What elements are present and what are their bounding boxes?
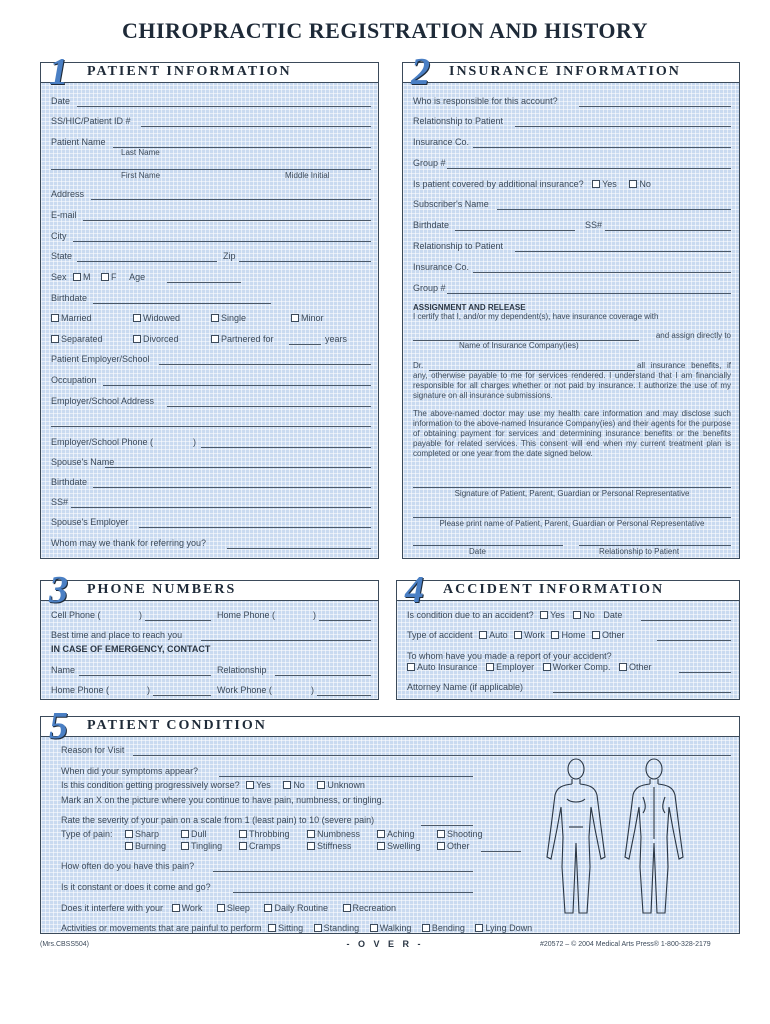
pain-other-label: Other — [447, 841, 470, 851]
activity-sitting-checkbox[interactable] — [268, 924, 276, 932]
group-field[interactable] — [447, 168, 731, 169]
type-pain-label: Type of pain: — [61, 829, 113, 839]
section-number: 4 — [405, 569, 424, 611]
reason-field[interactable] — [133, 755, 731, 756]
worse-row — [61, 780, 365, 791]
interfere-sleep-label: Sleep — [226, 903, 250, 913]
emergency-relationship-label: Relationship — [217, 665, 267, 675]
insurance-co-field[interactable] — [473, 147, 731, 148]
section-heading: ACCIDENT INFORMATION — [443, 582, 665, 597]
attorney-label: Attorney Name (if applicable) — [407, 682, 524, 692]
signature-caption: Signature of Patient, Parent, Guardian or Personal Representative — [454, 489, 690, 498]
city-label: City — [51, 231, 67, 241]
emergency-name-field[interactable] — [79, 675, 211, 676]
email-field[interactable] — [83, 220, 371, 221]
activity-lying-label: Lying Down — [485, 923, 533, 933]
minor-label: Minor — [301, 313, 324, 323]
sex-f-checkbox[interactable] — [101, 273, 109, 281]
accident-other-checkbox[interactable] — [592, 631, 600, 639]
how-often-field[interactable] — [213, 871, 473, 872]
copyright-text: #20572 – © 2004 Medical Arts Press® 1-800-328-2179 — [540, 941, 711, 948]
report-other-checkbox[interactable] — [619, 663, 627, 671]
insurance-co-label: Insurance Co. — [413, 137, 470, 147]
years-label: years — [325, 334, 348, 344]
emergency-heading: IN CASE OF EMERGENCY, CONTACT — [51, 644, 211, 654]
pain-aching-option — [377, 829, 415, 840]
report-other-label: Other — [628, 662, 652, 672]
group-label: Group # — [413, 158, 446, 168]
separated-label: Separated — [61, 334, 103, 344]
accident-date-field[interactable] — [641, 620, 731, 621]
occupation-label: Occupation — [51, 375, 97, 385]
constant-field[interactable] — [233, 892, 473, 893]
section-number: 1 — [49, 51, 68, 93]
pain-cramps-option — [239, 841, 281, 852]
worse-no-label: No — [293, 780, 305, 790]
pain-swelling-option — [377, 841, 421, 852]
pain-shooting-option — [437, 829, 483, 840]
home-phone-paren: ) — [313, 610, 316, 620]
assignment-paragraph-3: The above-named doctor may use my health care information and may disclose such information to the above-named Insurance Company(ies) and their agents for the purpose of obtaining payment for services and determining insurance benefits or the benefits payable for related services. This consent will end when my current treatment plan is completed or one year from the date signed below. — [413, 409, 731, 458]
report-employer-label: Employer — [496, 662, 535, 672]
reported-label: To whom have you made a report of your accident? — [407, 651, 612, 661]
zip-label: Zip — [223, 251, 236, 261]
accident-auto-checkbox[interactable] — [479, 631, 487, 639]
pain-dull-label: Dull — [191, 829, 207, 839]
age-field[interactable] — [167, 282, 241, 283]
insurance-information-panel — [402, 51, 740, 559]
employer-school-label: Patient Employer/School — [51, 354, 150, 364]
worse-label: Is this condition getting progressively worse? — [61, 780, 240, 790]
additional-no-label: No — [639, 179, 651, 189]
patient-condition-panel — [40, 705, 740, 934]
assignment-heading: ASSIGNMENT AND RELEASE — [413, 303, 526, 312]
widowed-label: Widowed — [143, 313, 181, 323]
accident-home-checkbox[interactable] — [551, 631, 559, 639]
sex-row — [51, 272, 145, 283]
accident-type-label: Type of accident — [407, 630, 473, 640]
accident-work-checkbox[interactable] — [514, 631, 522, 639]
employer-address-field-2[interactable] — [51, 426, 371, 427]
spouse-employer-label: Spouse's Employer — [51, 517, 129, 527]
worse-yes-label: Yes — [256, 780, 271, 790]
ins-birthdate-field[interactable] — [455, 230, 575, 231]
responsible-label: Who is responsible for this account? — [413, 96, 558, 106]
married-option — [51, 313, 92, 324]
emergency-home-label: Home Phone ( — [51, 685, 110, 695]
pain-burning-checkbox[interactable] — [125, 842, 133, 850]
additional-yes-checkbox[interactable] — [592, 180, 600, 188]
spouse-name-field[interactable] — [105, 467, 371, 468]
worse-unknown-checkbox[interactable] — [317, 781, 325, 789]
divorced-label: Divorced — [143, 334, 179, 344]
pain-dull-option — [181, 829, 207, 840]
report-other-field[interactable] — [679, 672, 731, 673]
activity-lying-checkbox[interactable] — [475, 924, 483, 932]
pain-stiffness-label: Stiffness — [317, 841, 352, 851]
pain-tingling-checkbox[interactable] — [181, 842, 189, 850]
accident-auto-label: Auto — [489, 630, 508, 640]
spouse-name-label: Spouse's Name — [51, 457, 115, 467]
interfere-row — [61, 903, 396, 914]
interfere-sleep-checkbox[interactable] — [217, 904, 225, 912]
ins-ss-field[interactable] — [605, 230, 731, 231]
pain-swelling-label: Swelling — [387, 841, 421, 851]
worse-no-checkbox[interactable] — [283, 781, 291, 789]
section-heading: PATIENT CONDITION — [87, 718, 267, 733]
form-code: (Mrs.CBSS504) — [40, 941, 90, 948]
pain-other-option — [437, 841, 470, 852]
insurance-co2-label: Insurance Co. — [413, 262, 470, 272]
pain-other-field[interactable] — [481, 851, 521, 852]
pain-burning-option — [125, 841, 166, 852]
ssid-field[interactable] — [141, 126, 371, 127]
constant-label: Is it constant or does it come and go? — [61, 882, 211, 892]
group2-field[interactable] — [447, 293, 731, 294]
first-name-caption: First Name — [121, 171, 161, 180]
spouse-birthdate-label: Birthdate — [51, 477, 88, 487]
partnered-checkbox[interactable] — [211, 335, 219, 343]
pain-numbness-option — [307, 829, 360, 840]
email-label: E-mail — [51, 210, 77, 220]
partnered-option — [211, 334, 274, 345]
rate-field[interactable] — [421, 825, 473, 826]
assignment-paragraph-2: all insurance benefits, if any, otherwise payable to me for services rendered. I understand that I am financially responsible for all charges whether or not paid by insurance. I authorize the use of my signature on all insurance submissions. — [413, 361, 731, 400]
emergency-work-paren: ) — [311, 685, 314, 695]
assign-directly-text: and assign directly to — [655, 331, 731, 340]
pain-numbness-label: Numbness — [317, 829, 361, 839]
activities-row — [61, 923, 532, 934]
sex-m-checkbox[interactable] — [73, 273, 81, 281]
activity-walking-checkbox[interactable] — [370, 924, 378, 932]
spouse-birthdate-field[interactable] — [93, 487, 371, 488]
activities-label: Activities or movements that are painful to perform — [61, 923, 262, 933]
appear-field[interactable] — [219, 776, 473, 777]
best-time-field[interactable] — [201, 640, 371, 641]
interfere-label: Does it interfere with your — [61, 903, 164, 913]
emergency-home-field[interactable] — [153, 695, 211, 696]
pain-cramps-label: Cramps — [249, 841, 281, 851]
widowed-checkbox[interactable] — [133, 314, 141, 322]
accident-work-label: Work — [524, 630, 545, 640]
sex-m-label: M — [83, 272, 91, 282]
report-worker-comp-label: Worker Comp. — [552, 662, 611, 672]
phone-numbers-panel — [40, 569, 379, 700]
date-label: Date — [51, 96, 71, 106]
divorced-checkbox[interactable] — [133, 335, 141, 343]
employer-address-field[interactable] — [167, 406, 371, 407]
section-heading: PHONE NUMBERS — [87, 582, 237, 597]
relationship-caption: Relationship to Patient — [599, 547, 680, 556]
pain-burning-label: Burning — [135, 841, 167, 851]
sign-relationship-field[interactable] — [579, 545, 731, 546]
spouse-ss-field[interactable] — [71, 507, 371, 508]
separated-checkbox[interactable] — [51, 335, 59, 343]
last-name-caption: Last Name — [121, 148, 160, 157]
employer-phone-field[interactable] — [201, 447, 371, 448]
relationship2-field[interactable] — [515, 251, 731, 252]
spouse-employer-field[interactable] — [139, 527, 371, 528]
section-heading: PATIENT INFORMATION — [87, 64, 292, 79]
activity-standing-checkbox[interactable] — [314, 924, 322, 932]
accident-no-label: No — [583, 610, 595, 620]
employer-phone-paren: ) — [193, 437, 196, 447]
pain-throbbing-option — [239, 829, 290, 840]
referral-label: Whom may we thank for referring you? — [51, 538, 207, 548]
mark-instructions: Mark an X on the picture where you continue to have pain, numbness, or tingling. — [61, 795, 385, 805]
pain-cramps-checkbox[interactable] — [239, 842, 247, 850]
single-label: Single — [221, 313, 247, 323]
city-field[interactable] — [73, 241, 371, 242]
dr-label: Dr. — [413, 361, 424, 370]
print-name-field[interactable] — [413, 517, 731, 518]
accident-due-label: Is condition due to an accident? — [407, 610, 534, 620]
how-often-label: How often do you have this pain? — [61, 861, 195, 871]
minor-option — [291, 313, 324, 324]
pain-shooting-label: Shooting — [447, 829, 483, 839]
married-label: Married — [61, 313, 92, 323]
report-worker-comp-checkbox[interactable] — [543, 663, 551, 671]
cell-phone-label: Cell Phone ( — [51, 610, 101, 620]
section-heading: INSURANCE INFORMATION — [449, 64, 681, 79]
subscriber-field[interactable] — [497, 209, 731, 210]
reason-label: Reason for Visit — [61, 745, 125, 755]
pain-sharp-checkbox[interactable] — [125, 830, 133, 838]
age-label: Age — [129, 272, 146, 282]
date-caption: Date — [469, 547, 486, 556]
additional-insurance-label: Is patient covered by additional insurance? — [413, 179, 584, 189]
state-field[interactable] — [77, 261, 217, 262]
best-time-label: Best time and place to reach you — [51, 630, 183, 640]
birthdate-label: Birthdate — [51, 293, 88, 303]
activity-bending-label: Bending — [431, 923, 465, 933]
over-indicator: - O V E R - — [346, 939, 424, 949]
section-number: 2 — [411, 51, 430, 93]
report-auto-ins-checkbox[interactable] — [407, 663, 415, 671]
zip-field[interactable] — [239, 261, 371, 262]
first-name-field[interactable] — [51, 169, 371, 170]
accident-yes-label: Yes — [550, 610, 565, 620]
separated-option — [51, 334, 103, 345]
subscriber-label: Subscriber's Name — [413, 199, 489, 209]
pain-throbbing-label: Throbbing — [249, 829, 290, 839]
pain-shooting-checkbox[interactable] — [437, 830, 445, 838]
accident-no-checkbox[interactable] — [573, 611, 581, 619]
employer-school-field[interactable] — [159, 364, 371, 365]
sign-date-field[interactable] — [413, 545, 563, 546]
interfere-work-label: Work — [181, 903, 203, 913]
patient-name-label: Patient Name — [51, 137, 106, 147]
employer-phone-label: Employer/School Phone ( — [51, 437, 154, 447]
emergency-name-label: Name — [51, 665, 76, 675]
assignment-paragraph-1: I certify that I, and/or my dependent(s), have insurance coverage with — [413, 312, 659, 321]
relationship-field[interactable] — [515, 126, 731, 127]
accident-type-other-field[interactable] — [657, 640, 731, 641]
state-label: State — [51, 251, 73, 261]
single-option — [211, 313, 246, 324]
activity-bending-checkbox[interactable] — [422, 924, 430, 932]
interfere-work-checkbox[interactable] — [172, 904, 180, 912]
pain-throbbing-checkbox[interactable] — [239, 830, 247, 838]
occupation-field[interactable] — [103, 385, 371, 386]
appear-label: When did your symptoms appear? — [61, 766, 199, 776]
attorney-field[interactable] — [553, 692, 731, 693]
rate-label: Rate the severity of your pain on a scale from 1 (least pain) to 10 (severe pain) — [61, 815, 375, 825]
date-field[interactable] — [77, 106, 371, 107]
address-field[interactable] — [91, 199, 371, 200]
ins-birthdate-label: Birthdate — [413, 220, 450, 230]
cell-phone-paren: ) — [139, 610, 142, 620]
cell-phone-field[interactable] — [145, 620, 211, 621]
widowed-option — [133, 313, 180, 324]
divorced-option — [133, 334, 179, 345]
emergency-relationship-field[interactable] — [275, 675, 371, 676]
accident-date-label: Date — [603, 610, 623, 620]
reported-row — [407, 662, 651, 673]
worse-yes-checkbox[interactable] — [246, 781, 254, 789]
insurance-co2-field[interactable] — [473, 272, 731, 273]
insurance-names-caption: Name of Insurance Company(ies) — [459, 341, 579, 350]
spouse-ss-label: SS# — [51, 497, 69, 507]
patient-information-panel — [40, 51, 379, 559]
relationship-label: Relationship to Patient — [413, 116, 504, 126]
pain-stiffness-checkbox[interactable] — [307, 842, 315, 850]
employer-address-label: Employer/School Address — [51, 396, 155, 406]
sex-f-label: F — [111, 272, 117, 282]
single-checkbox[interactable] — [211, 314, 219, 322]
birthdate-field[interactable] — [93, 303, 271, 304]
emergency-work-field[interactable] — [317, 695, 371, 696]
emergency-work-label: Work Phone ( — [217, 685, 272, 695]
additional-yes-label: Yes — [602, 179, 617, 189]
partnered-years-field[interactable] — [289, 344, 321, 345]
interfere-recreation-label: Recreation — [352, 903, 397, 913]
middle-initial-caption: Middle Initial — [285, 171, 330, 180]
interfere-daily-checkbox[interactable] — [264, 904, 272, 912]
page-title: CHIROPRACTIC REGISTRATION AND HISTORY — [121, 18, 649, 43]
pain-numbness-checkbox[interactable] — [307, 830, 315, 838]
relationship2-label: Relationship to Patient — [413, 241, 504, 251]
pain-stiffness-option — [307, 841, 351, 852]
activity-sitting-label: Sitting — [278, 923, 304, 933]
additional-insurance-row — [413, 179, 651, 190]
pain-sharp-option — [125, 829, 159, 840]
minor-checkbox[interactable] — [291, 314, 299, 322]
responsible-field[interactable] — [579, 106, 731, 107]
partnered-label: Partnered for — [221, 334, 274, 344]
home-phone-label: Home Phone ( — [217, 610, 276, 620]
activity-standing-label: Standing — [323, 923, 360, 933]
pain-aching-checkbox[interactable] — [377, 830, 385, 838]
pain-swelling-checkbox[interactable] — [377, 842, 385, 850]
signature-field[interactable] — [413, 487, 731, 488]
report-employer-checkbox[interactable] — [486, 663, 494, 671]
report-auto-ins-label: Auto Insurance — [417, 662, 478, 672]
pain-aching-label: Aching — [387, 829, 415, 839]
accident-home-label: Home — [561, 630, 586, 640]
pain-sharp-label: Sharp — [135, 829, 160, 839]
worse-unknown-label: Unknown — [327, 780, 365, 790]
section-number: 5 — [49, 705, 68, 747]
body-back-figure[interactable] — [619, 757, 689, 919]
activity-walking-label: Walking — [379, 923, 412, 933]
pain-tingling-option — [181, 841, 222, 852]
accident-other-label: Other — [601, 630, 625, 640]
accident-due-row — [407, 610, 622, 621]
emergency-home-paren: ) — [147, 685, 150, 695]
accident-information-panel — [396, 569, 740, 700]
ssid-label: SS/HIC/Patient ID # — [51, 116, 131, 126]
interfere-recreation-checkbox[interactable] — [343, 904, 351, 912]
pain-dull-checkbox[interactable] — [181, 830, 189, 838]
body-front-figure[interactable] — [541, 757, 611, 919]
interfere-daily-label: Daily Routine — [274, 903, 328, 913]
home-phone-field[interactable] — [319, 620, 371, 621]
accident-yes-checkbox[interactable] — [540, 611, 548, 619]
print-name-caption: Please print name of Patient, Parent, Guardian or Personal Representative — [439, 519, 705, 528]
ins-ss-label: SS# — [585, 220, 603, 230]
section-number: 3 — [49, 569, 68, 611]
married-checkbox[interactable] — [51, 314, 59, 322]
address-label: Address — [51, 189, 85, 199]
referral-field[interactable] — [227, 548, 371, 549]
sex-label: Sex — [51, 272, 67, 282]
group2-label: Group # — [413, 283, 446, 293]
accident-type-row — [407, 630, 625, 641]
additional-no-checkbox[interactable] — [629, 180, 637, 188]
pain-other-checkbox[interactable] — [437, 842, 445, 850]
pain-tingling-label: Tingling — [191, 841, 223, 851]
